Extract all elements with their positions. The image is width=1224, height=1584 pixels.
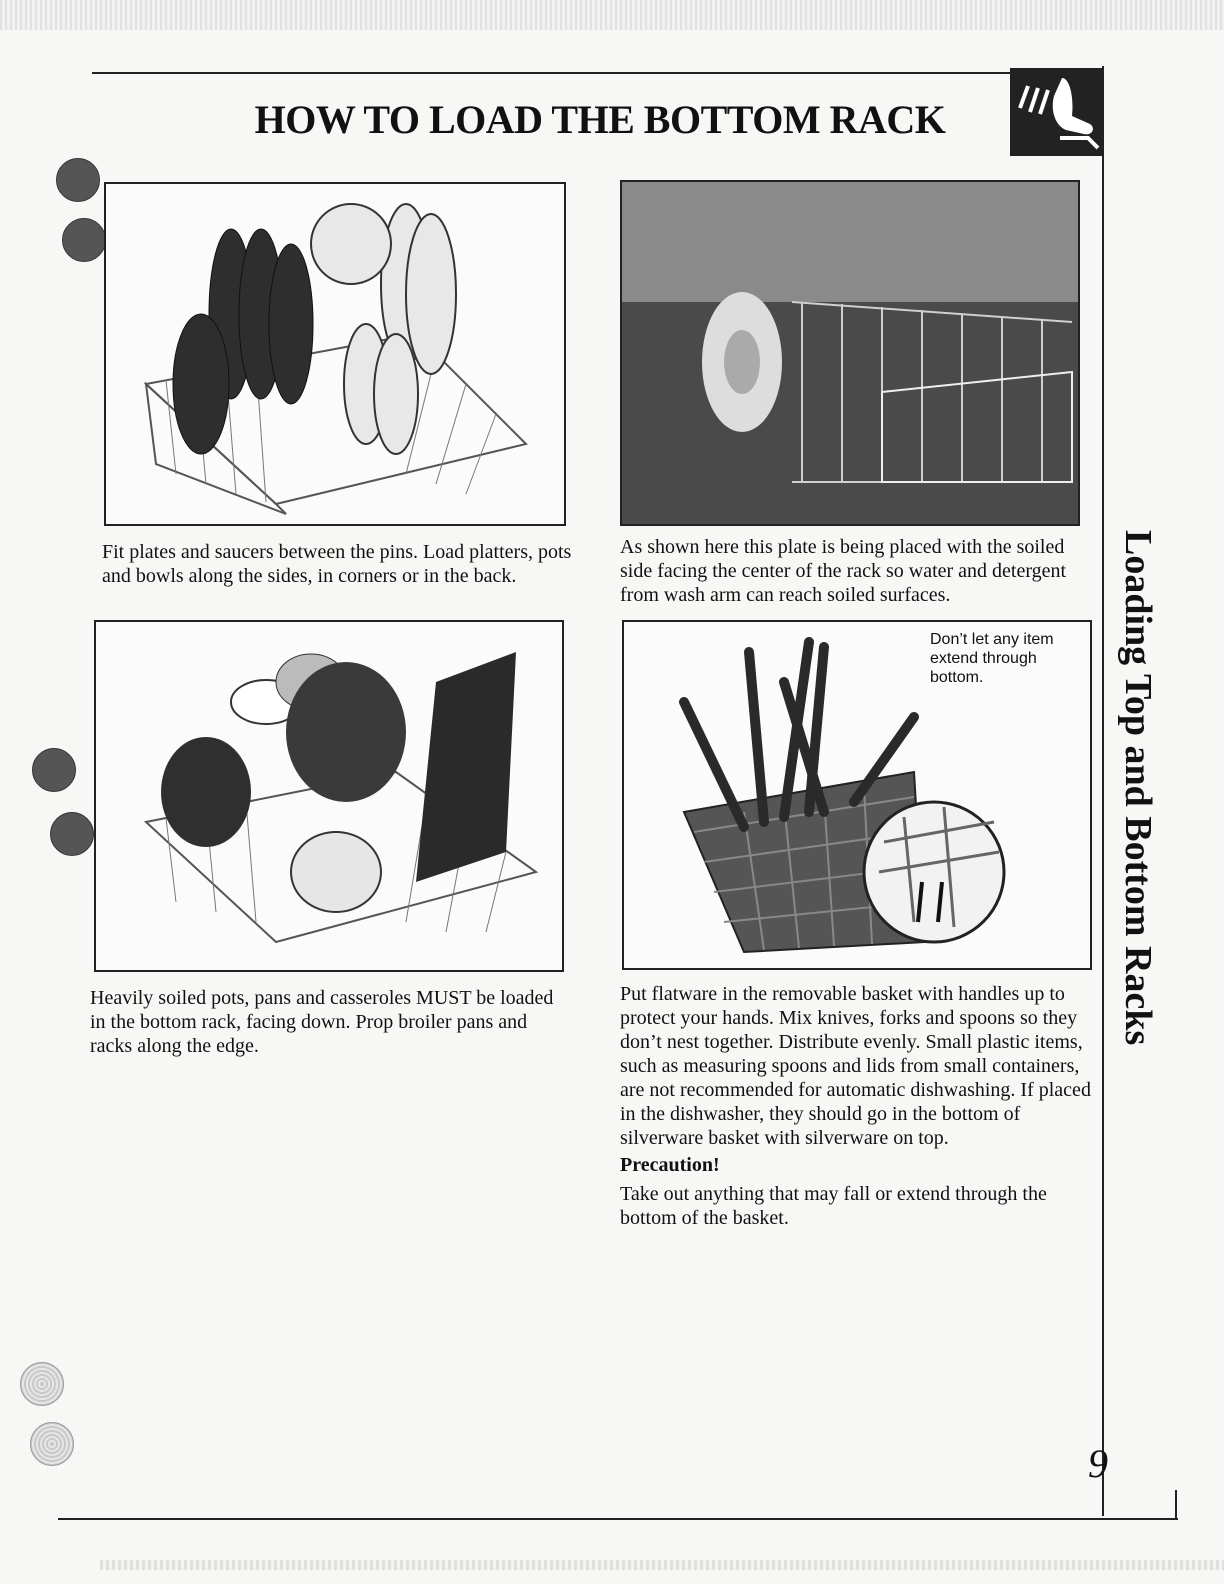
punch-hole bbox=[30, 1422, 74, 1466]
figure-caption: Heavily soiled pots, pans and casseroles MUST be loaded in the bottom rack, facing down. Prop broiler pans and racks along the edge. bbox=[90, 987, 554, 1057]
figure-caption: Fit plates and saucers between the pins. Load platters, pots and bowls along the sides, in corners or in the back. bbox=[102, 541, 572, 587]
scan-noise-top bbox=[0, 0, 1224, 30]
punch-hole bbox=[50, 812, 94, 856]
side-rule-lower bbox=[1175, 1490, 1177, 1518]
figure-caption: As shown here this plate is being placed with the soiled side facing the center of the rack so water and detergent from wash arm can reach soiled surfaces. bbox=[620, 536, 1067, 606]
precaution-heading: Precaution! bbox=[620, 1154, 720, 1176]
figure-callout: Don’t let any item extend through bottom. bbox=[930, 631, 1054, 686]
page-number: 9 bbox=[1088, 1441, 1108, 1486]
scan-noise-bottom bbox=[100, 1560, 1224, 1570]
punch-hole bbox=[20, 1362, 64, 1406]
punch-hole bbox=[56, 158, 100, 202]
side-section-title: Loading Top and Bottom Racks bbox=[1117, 530, 1159, 1046]
bottom-rule bbox=[58, 1518, 1178, 1520]
hand-pointing-icon bbox=[1010, 68, 1102, 156]
figure-plate-placement-photo bbox=[620, 180, 1080, 526]
figure-pots-pans-rack bbox=[94, 620, 564, 972]
precaution-text: Take out anything that may fall or extend through the bottom of the basket. bbox=[620, 1183, 1047, 1229]
punch-hole bbox=[32, 748, 76, 792]
top-rule bbox=[92, 72, 1012, 74]
punch-hole bbox=[62, 218, 106, 262]
figure-caption: Put flatware in the removable basket with handles up to protect your hands. Mix knives, forks and spoons so they don’t nest together. Distribute evenly. Small plastic items, such as measuring spoons and lids from small containers, are not recommended for automatic dishwashing. If placed in the dishwasher, they should go in the bottom of silverware basket with silverware on top. bbox=[620, 983, 1091, 1149]
figure-plates-rack bbox=[104, 182, 566, 526]
page-title: HOW TO LOAD THE BOTTOM RACK bbox=[254, 97, 946, 142]
